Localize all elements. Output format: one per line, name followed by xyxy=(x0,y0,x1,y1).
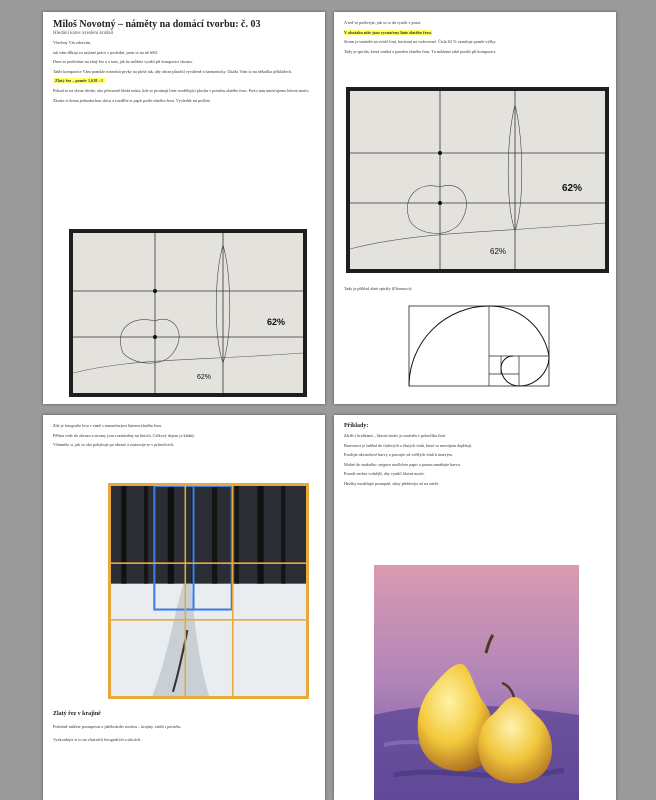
golden-spiral-diagram xyxy=(404,304,554,389)
page-title: Miloš Novotný – náměty na domácí tvorbu: č. 03 xyxy=(53,19,261,30)
paragraph: Zkuste si doma jednoduchou skicu a rozdělte si papír podle zlatého řezu. Výsledek mi pošlete. xyxy=(53,97,212,103)
page-4[interactable] xyxy=(334,415,616,800)
page-2[interactable] xyxy=(334,12,616,404)
paragraph: Všimněte si, jak se oko pohybuje po obraze a zastavuje se v průsečících. xyxy=(53,442,175,448)
sketch-label-small: 62% xyxy=(490,247,507,256)
sketch-photo xyxy=(346,87,609,273)
paragraph: Tady je spirála, která vzniká z poměru zlatého řezu. Tu můžeme také použít při kompozici. xyxy=(344,48,497,54)
paragraph: Podobně můžete postupovat u jakéhokoliv motivu – krajiny, zátiší i portrétu. xyxy=(53,724,182,729)
highlight-line xyxy=(53,78,315,84)
paragraph: Dnes se podíváme na zlatý řez a o tom, jak ho můžete využít při kompozici obrazu. xyxy=(53,59,193,65)
paragraph: tak vám děkuji za zaslané práce z poslední, jsem se na ně těšil. xyxy=(53,49,158,55)
winter-forest-photo xyxy=(108,483,309,699)
page-subtitle: Hledání kotev kreslení kraňků xyxy=(53,31,114,36)
paragraph: Vyzkoušejte si to na vlastních fotografiích a skicách. xyxy=(53,737,142,742)
caption: Tady je příklad zlaté spirály (Fibonacci): xyxy=(344,286,413,291)
paragraph: Použijte akvarelové barvy a pracujte od světlých tónů k tmavým. xyxy=(344,452,453,458)
paragraph: Pozadí nechte volnější, aby vynikl hlavní motiv. xyxy=(344,471,425,477)
sketch-photo xyxy=(69,229,307,397)
section-heading: Zlatý řez v krajině xyxy=(53,711,101,717)
paragraph: Strom je umístěn na svislé linii, horizont na vodorovné. Číslo 62 % označuje poměr výšky. xyxy=(344,39,497,45)
highlighted-text: Zlatý řez – poměr 1,618 : 1 xyxy=(55,78,103,84)
paragraph: Tahle kompozice Vám pomůže rozmístit prvky na ploše tak, aby obraz působil vyváženě a harmonicky. Ukážu Vám to na několika příkladech. xyxy=(53,68,292,74)
paragraph: Mokré do mokrého: nejprve navlhčete papír a potom nanášejte barvu. xyxy=(344,461,461,467)
section-heading: Příklady: xyxy=(344,423,369,429)
paragraph: A teď se podívejte, jak se to dá využít v praxi. xyxy=(344,20,422,25)
pears-watercolor xyxy=(374,565,579,800)
sketch-label-small: 62% xyxy=(197,374,212,381)
paragraph: Zátiší s hruškami – hlavní motiv je umístěn v průsečíku linií. xyxy=(344,433,447,438)
paragraph: Barevnost je laděná do fialových a žlutých tónů, které se navzájem doplňují. xyxy=(344,442,473,448)
sketch-label: 62% xyxy=(267,317,286,327)
paragraph: Pokud se na obraz díváte, oko přirozeně hledá místa, kde se protínají linie rozdělující plochu v poměru zlatého řezu. Proto tam umisťujeme hlavní motiv. xyxy=(53,87,310,93)
paragraph: Zde je fotografie lesa v zimě s naznačenými liniemi zlatého řezu. xyxy=(53,423,163,428)
paragraph: Hrušky modelujte postupně, stíny přidávejte až na závěr. xyxy=(344,480,440,486)
sketch-label: 62% xyxy=(562,183,583,194)
page-3[interactable] xyxy=(43,415,325,800)
paragraph: Všechny Vás zdravím, xyxy=(53,40,91,45)
page-1[interactable] xyxy=(43,12,325,404)
paragraph: Pěšina vede do obrazu a stromy jsou rozmístěny na liniích. Celkový dojem je klidný. xyxy=(53,432,196,438)
highlight-line xyxy=(344,30,606,36)
highlighted-text: V obrázku níže jsou vyznačeny linie zlatého řezu. xyxy=(344,29,432,35)
